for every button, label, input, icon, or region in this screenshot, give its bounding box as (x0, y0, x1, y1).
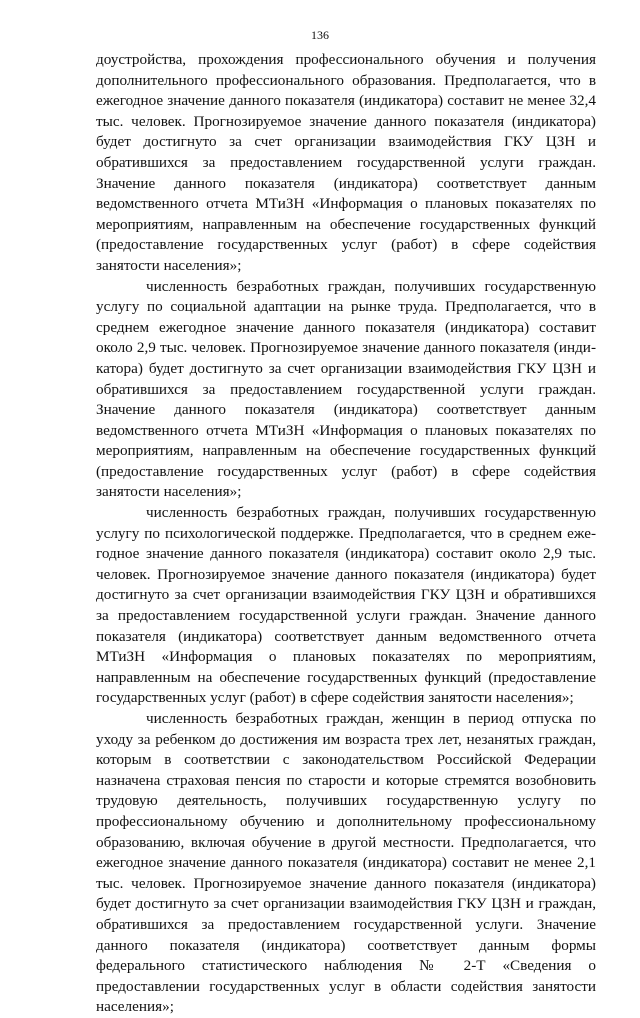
paragraph-social-adaptation: численность безработных граждан, получивших государственную услугу по социальной адаптации на рынке труда. Предполагается, что в среднем ежегодное значение данного показателя (индикатора) составит около 2,9 тыс. человек. Прогнозируемое значение данного показателя (индикатора) будет достигнуто за счет организации взаимодействия ГКУ ЦЗН и обратившихся за предоставлением государственной услуги граждан. Значение данного показателя (индикатора) соответствует данным ведомственного отчета МТиЗН «Информация о плановых показателях по мероприятиям, направленным на обеспечение государственных функций (предоставление государственных услуг (работ) в сфере содействия занятости населения»; (96, 277, 596, 501)
paragraph-professional-training: численность безработных граждан, женщин в период отпуска по уходу за ребенком до достижения им возраста трех лет, незанятых граждан, которым в соответствии с законодательством Российской Федерации назначена страховая пенсия по старости и которые стремятся возобновить трудовую деятельность, получивших государственную услугу по профессиональному обучению и дополнительному профессиональному образованию, включая обучение в другой местности. Предполагается, что ежегодное значение данного показателя (индикатора) составит не менее 2,1 тыс. человек. Прогнозируемое значение данного показателя (индикатора) будет достигнуто за счет организации взаимодействия ГКУ ЦЗН и граждан, обратившихся за предоставлением государственной услуги. Значение данного показателя (индикатора) соответствует данным формы федерального статистического наблюдения № 2-Т «Сведения о предоставлении государственных услуг в области содействия занятости населения»; (96, 710, 596, 1016)
page-number: 136 (311, 28, 329, 42)
paragraph-continuation: доустройства, прохождения профессионального обучения и получения дополнительного профессионального образования. Предполагается, что в ежегодное значение данного показателя (индикатора) составит не менее 32,4 тыс. человек. Прогнозируемое значение данного показателя (индикатора) будет достигнуто за счет организации взаимодействия ГКУ ЦЗН и обратившихся за предоставлением государственной услуги граждан. Значение данного показателя (индикатора) соответствует данным ведомственного отчета МТиЗН «Информация о плановых показателях по мероприятиям, направленным на обеспечение государственных функций (предоставление государственных услуг (работ) в сфере содействия занятости населения»; (96, 51, 596, 274)
document-body (96, 50, 596, 1018)
paragraph-psychological-support: численность безработных граждан, получивших государственную услугу по психологической поддержке. Предполагается, что в среднем ежегодное значение данного показателя (индикатора) составит около 2,9 тыс. человек. Прогнозируемое значение данного показателя (индикатора) будет достигнуто за счет организации взаимодействия ГКУ ЦЗН и обратившихся за предоставлением государственной услуги граждан. Значение данного показателя (индикатора) соответствует данным ведомственного отчета МТиЗН «Информация о плановых показателях по мероприятиям, направленным на обеспечение государственных функций (предоставление государственных услуг (работ) в сфере содействия занятости населения»; (96, 504, 596, 707)
